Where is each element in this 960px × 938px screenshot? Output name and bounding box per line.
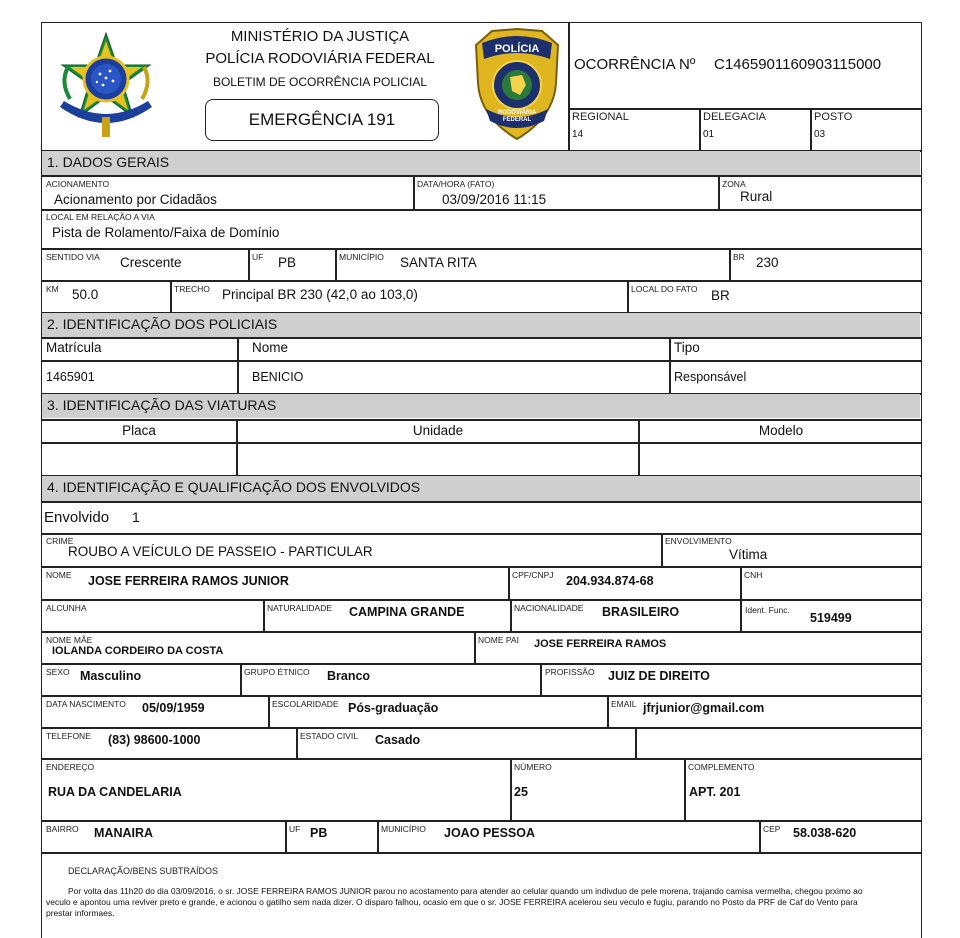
datahora-label: DATA/HORA (FATO) [417, 179, 495, 189]
delegacia-label: DELEGACIA [703, 111, 766, 123]
section-4-title: 4. IDENTIFICAÇÃO E QUALIFICAÇÃO DOS ENVOLVIDOS [42, 476, 920, 501]
naturalidade-value: CAMPINA GRANDE [349, 605, 465, 619]
localfato-label: LOCAL DO FATO [631, 284, 698, 294]
email-value: jfrjunior@gmail.com [643, 701, 765, 715]
emergency-box: EMERGÊNCIA 191 [205, 99, 439, 141]
agency-title: POLÍCIA RODOVIÁRIA FEDERAL [205, 50, 435, 67]
trecho-value: Principal BR 230 (42,0 ao 103,0) [222, 287, 418, 302]
naturalidade-label: NATURALIDADE [267, 603, 333, 613]
section-2-title: 2. IDENTIFICAÇÃO DOS POLICIAIS [42, 313, 920, 337]
uf2-value: PB [310, 826, 328, 840]
mae-value: IOLANDA CORDEIRO DA COSTA [52, 645, 224, 657]
escolaridade-value: Pós-graduação [348, 701, 439, 715]
zona-value: Rural [740, 189, 773, 204]
municipio2-value: JOAO PESSOA [444, 826, 535, 840]
civil-value: Casado [375, 733, 421, 747]
declaracao-title: DECLARAÇÃO/BENS SUBTRAÍDOS [68, 866, 219, 876]
badge-bottom-text: RODOVIÁRIA FEDERAL [497, 110, 537, 123]
tel-value: (83) 98600-1000 [108, 733, 201, 747]
crime-value: ROUBO A VEÍCULO DE PASSEIO - PARTICULAR [68, 544, 373, 559]
col-modelo: Modelo [758, 423, 804, 438]
posto-value: 03 [814, 129, 826, 140]
etnico-label: GRUPO ÉTNICO [244, 667, 310, 677]
acionamento-value: Acionamento por Cidadãos [54, 192, 217, 207]
alcunha-label: ALCUNHA [46, 603, 87, 613]
prf-badge-icon [470, 25, 564, 143]
bairro-value: MANAIRA [94, 826, 154, 840]
delegacia-value: 01 [703, 129, 715, 140]
nacionalidade-label: NACIONALIDADE [514, 603, 584, 613]
section-3-title: 3. IDENTIFICAÇÃO DAS VIATURAS [42, 394, 920, 418]
col-matricula: Matrícula [46, 340, 102, 355]
occurrence-number: C1465901160903115000 [714, 56, 882, 73]
policial-tipo: Responsável [674, 370, 747, 384]
bairro-label: BAIRRO [46, 824, 79, 834]
km-value: 50.0 [72, 287, 99, 302]
ident-label: Ident. Func. [745, 605, 790, 615]
document-title: BOLETIM DE OCORRÊNCIA POLICIAL [212, 75, 428, 89]
uf2-label: UF [289, 824, 301, 834]
cep-label: CEP [763, 824, 781, 834]
regional-label: REGIONAL [572, 111, 629, 123]
uf-label: UF [252, 252, 264, 262]
section-1-title: 1. DADOS GERAIS [42, 151, 920, 175]
cpf-value: 204.934.874-68 [566, 574, 654, 588]
badge-top-text: POLÍCIA [494, 43, 540, 55]
mae-label: NOME MÃE [46, 635, 93, 645]
pai-label: NOME PAI [478, 635, 519, 645]
tel-label: TELEFONE [46, 731, 91, 741]
email-label: EMAIL [611, 699, 637, 709]
local-label: LOCAL EM RELAÇÃO A VIA [46, 212, 155, 222]
localfato-value: BR [711, 288, 730, 303]
etnico-value: Branco [327, 669, 371, 683]
col-unidade: Unidade [412, 423, 464, 438]
municipio-value: SANTA RITA [400, 255, 477, 270]
ident-value: 519499 [810, 611, 852, 625]
endereco-label: ENDEREÇO [46, 762, 95, 772]
numero-label: NÚMERO [514, 762, 552, 772]
pai-value: JOSE FERREIRA RAMOS [534, 638, 667, 650]
nasc-value: 05/09/1959 [142, 701, 205, 715]
declaracao-text: Por volta das 11h20 do dia 03/09/2016, o sr. JOSE FERREIRA RAMOS JUNIOR parou no acostamento para atender ao celular quando um indivduo de pele morena, trajando camisa vermelha, chegou prximo ao veculo e apontou uma revlver preto e grande, e acionou o gatilho sem nada dizer. O disparo falhou, ocasio em que o sr. JOSE FERREIRA acelerou seu veculo e fugiu, parando no Posto da PRF de Caf do Vento para prestar informaes. [46, 886, 863, 918]
sentido-value: Crescente [120, 255, 182, 270]
br-label: BR [733, 252, 745, 262]
nome-label: NOME [46, 570, 72, 580]
crime-label: CRIME [46, 536, 74, 546]
endereco-value: RUA DA CANDELARIA [48, 785, 182, 799]
zona-label: ZONA [722, 179, 746, 189]
profissao-label: PROFISSÃO [545, 667, 595, 677]
col-placa: Placa [122, 423, 156, 438]
envolvimento-label: ENVOLVIMENTO [665, 536, 732, 546]
complemento-value: APT. 201 [689, 785, 741, 799]
datahora-value: 03/09/2016 11:15 [442, 192, 547, 207]
cep-value: 58.038-620 [793, 826, 857, 840]
escolaridade-label: ESCOLARIDADE [272, 699, 339, 709]
municipio2-label: MUNICÍPIO [381, 824, 426, 834]
posto-label: POSTO [814, 111, 853, 123]
nome-value: JOSE FERREIRA RAMOS JUNIOR [88, 574, 289, 588]
sexo-value: Masculino [80, 669, 142, 683]
br-value: 230 [756, 255, 779, 270]
nacionalidade-value: BRASILEIRO [602, 605, 680, 619]
policial-matricula: 1465901 [46, 370, 95, 384]
envolvimento-value: Vítima [729, 547, 768, 562]
regional-value: 14 [572, 129, 584, 140]
col-tipo: Tipo [674, 340, 700, 355]
cnh-label: CNH [744, 570, 763, 580]
complemento-label: COMPLEMENTO [688, 762, 755, 772]
col-nome: Nome [252, 340, 289, 355]
cpf-label: CPF/CNPJ [512, 570, 554, 580]
envolvido-label: Envolvido [44, 509, 110, 526]
occurrence-form [41, 22, 922, 938]
ministry-title: MINISTÉRIO DA JUSTIÇA [230, 28, 410, 45]
nasc-label: DATA NASCIMENTO [46, 699, 126, 709]
municipio-label: MUNICÍPIO [339, 252, 384, 262]
uf-value: PB [278, 255, 297, 270]
sexo-label: SEXO [46, 667, 70, 677]
envolvido-number: 1 [132, 509, 140, 525]
acionamento-label: ACIONAMENTO [46, 179, 110, 189]
brazil-coat-of-arms-icon [50, 27, 162, 145]
policial-nome: BENICIO [252, 370, 304, 384]
local-value: Pista de Rolamento/Faixa de Domínio [52, 225, 280, 240]
profissao-value: JUIZ DE DIREITO [608, 669, 710, 683]
km-label: KM [46, 284, 59, 294]
trecho-label: TRECHO [174, 284, 210, 294]
numero-value: 25 [514, 785, 528, 799]
sentido-label: SENTIDO VIA [46, 252, 100, 262]
civil-label: ESTADO CIVIL [300, 731, 358, 741]
occurrence-label: OCORRÊNCIA Nº [574, 56, 696, 73]
